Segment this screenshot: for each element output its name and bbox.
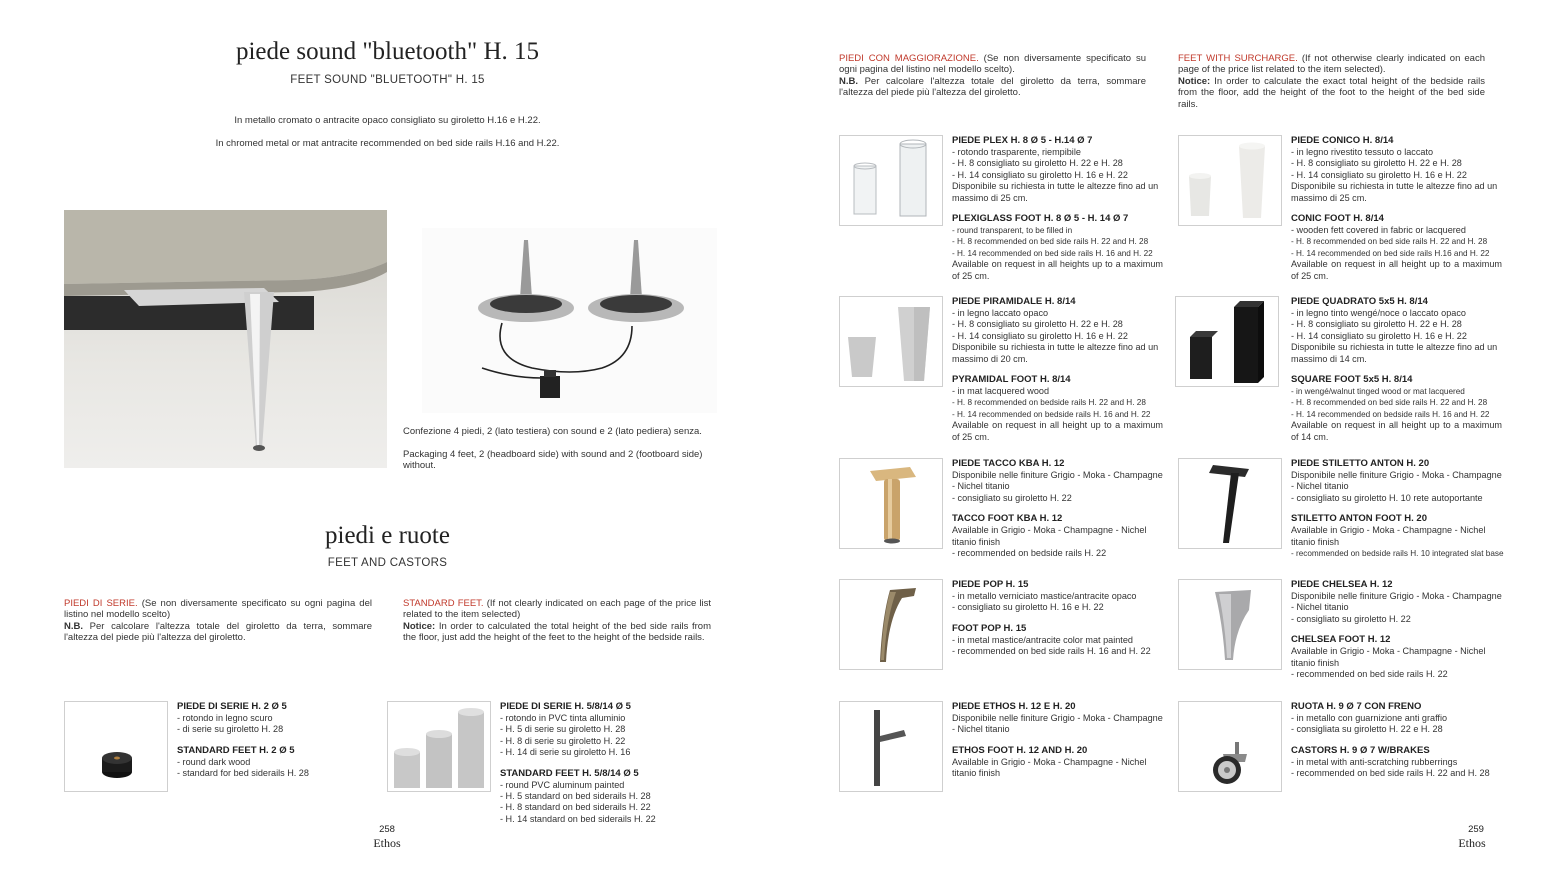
- description-it: In metallo cromato o antracite opaco consigliato su giroletto H.16 e H.22.: [234, 115, 541, 126]
- ethos-foot-image: [839, 701, 943, 792]
- product-line: - recommended on bed side rails H. 16 and H. 22: [952, 646, 1151, 657]
- product-title-it: PIEDE POP H. 15: [952, 579, 1029, 590]
- product-line: Disponibile su richiesta in tutte le altezze fino ad un massimo di 14 cm.: [1291, 342, 1498, 364]
- product-title-it: RUOTA H. 9 Ø 7 CON FRENO: [1291, 701, 1422, 712]
- product-line: - H. 8 consigliato su giroletto H. 22 e H. 28: [1291, 319, 1462, 330]
- product-line: Available on request in all height up to a maximum of 25 cm.: [952, 420, 1163, 442]
- brand-right: Ethos: [1458, 836, 1486, 850]
- product-line: - H. 8 consigliato su giroletto H. 22 e H. 28: [1291, 158, 1462, 169]
- note-text: In order to calculate the exact total height of the bedside rails from the floor, add the height of the foot to the height of the bed side rails.: [1178, 75, 1485, 110]
- product-title-it: PIEDE TACCO KBA H. 12: [952, 458, 1065, 469]
- product-item: [1291, 296, 1502, 443]
- product-line: - rotondo in legno scuro: [177, 713, 273, 723]
- product-title-en: CONIC FOOT H. 8/14: [1291, 213, 1384, 225]
- product-item: [1291, 135, 1502, 282]
- product-line: - H. 14 di serie su giroletto H. 16: [500, 747, 631, 758]
- product-line: Disponibile nelle finiture Grigio - Moka - Champagne - Nichel titanio: [952, 713, 1163, 735]
- packaging-en: Packaging 4 feet, 2 (headboard side) with sound and 2 (footboard side) without.: [403, 449, 703, 472]
- product-line: - in legno tinto wengé/noce o laccato opaco: [1291, 308, 1466, 318]
- product-line: - recommended on bedside rails H. 22: [952, 548, 1107, 559]
- nb-label: Notice:: [403, 620, 436, 632]
- product-line: - standard for bed siderails H. 28: [177, 768, 309, 779]
- product-item: [952, 458, 1163, 559]
- product-line: - round PVC aluminum painted: [500, 779, 625, 790]
- product-line: Available on request in all height up to a maximum of 14 cm.: [1291, 420, 1502, 442]
- product-line: - H. 14 recommended on bedside rails H. 16 and H. 22: [1291, 409, 1490, 419]
- product-line: - H. 14 consigliato su giroletto H. 16 e H. 22: [952, 169, 1128, 180]
- product-line: - H. 5 di serie su giroletto H. 28: [500, 724, 626, 735]
- product-line: - recommended on bed side rails H. 22: [1291, 669, 1448, 680]
- product-line: - H. 14 consigliato su giroletto H. 16 e H. 22: [952, 330, 1128, 341]
- product-line: - in legno laccato opaco: [952, 308, 1049, 318]
- product-title-it: PIEDE CHELSEA H. 12: [1291, 579, 1393, 590]
- product-line: - consigliato su giroletto H. 22: [952, 492, 1072, 503]
- note-text: (Se non diversamente specificato su ogni pagina del listino nel modello scelto): [64, 598, 372, 621]
- product-title-en: CHELSEA FOOT H. 12: [1291, 634, 1391, 646]
- page-number-right: 259: [1468, 824, 1484, 835]
- product-item: [952, 135, 1163, 282]
- standard-feet-note-it: [64, 598, 372, 644]
- product-line: Disponibile su richiesta in tutte le altezze fino ad un massimo di 25 cm.: [952, 181, 1159, 203]
- product-title-it: PIEDE ETHOS H. 12 E H. 20: [952, 701, 1076, 712]
- plex-foot-image: [839, 135, 943, 226]
- product-title-en: FOOT POP H. 15: [952, 622, 1027, 634]
- product-line: - rotondo trasparente, riempibile: [952, 147, 1081, 157]
- product-line: - H. 8 recommended on bed side rails H. 22 and H. 28: [1291, 398, 1488, 408]
- product-line: Disponibile nelle finiture Grigio - Moka - Champagne - Nichel titanio: [1291, 470, 1502, 492]
- product-line: - H. 5 standard on bed siderails H. 28: [500, 791, 651, 802]
- product-line: - in metal with anti-scratching rubberrings: [1291, 756, 1458, 767]
- product-item: [1291, 458, 1506, 559]
- note-text: (If not otherwise clearly indicated on each page of the price list related to the item selected).: [1178, 53, 1485, 76]
- note-text: Per calcolare l'altezza totale del giroletto da terra, sommare l'altezza del piede più l'altezza del giroletto.: [839, 75, 1146, 99]
- product-line: - rotondo in PVC tinta alluminio: [500, 713, 626, 723]
- product-line: - H. 8 standard on bed siderails H. 22: [500, 802, 651, 813]
- product-item: [952, 579, 1163, 658]
- product-title-en: CASTORS H. 9 Ø 7 W/BRAKES: [1291, 744, 1430, 756]
- note-text: In order to calculated the total height of the bed side rails from the floor, just add the height of the feet to the height of the bedside rails.: [403, 620, 711, 644]
- product-title-en: SQUARE FOOT 5x5 H. 8/14: [1291, 374, 1413, 386]
- dark-wood-foot-image: [64, 701, 168, 792]
- product-title-en: STANDARD FEET H. 2 Ø 5: [177, 744, 295, 756]
- product-line: Disponibile nelle finiture Grigio - Moka - Champagne - Nichel titanio: [1291, 591, 1502, 613]
- product-line: - H. 8 recommended on bed side rails H. 22 and H. 28: [952, 237, 1149, 247]
- product-title-it: PIEDE CONICO H. 8/14: [1291, 135, 1394, 146]
- left-page-title: piede sound "bluetooth" H. 15: [235, 38, 539, 65]
- pyramidal-foot-image: [839, 296, 943, 387]
- product-line: - consigliato su giroletto H. 10 rete autoportante: [1291, 492, 1483, 503]
- product-title-en: TACCO FOOT KBA H. 12: [952, 513, 1063, 525]
- note-label: PIEDI DI SERIE.: [64, 598, 138, 609]
- product-line: - in metallo con guarnizione anti graffio: [1291, 713, 1448, 723]
- product-title-it: PIEDE STILETTO ANTON H. 20: [1291, 458, 1430, 469]
- product-title-it: PIEDE DI SERIE H. 2 Ø 5: [177, 701, 287, 712]
- product-line: Available in Grigio - Moka - Champagne - Nichel titanio finish: [952, 525, 1147, 547]
- product-item: [952, 701, 1163, 780]
- product-line: Available on request in all heights up to a maximum of 25 cm.: [952, 259, 1163, 281]
- product-line: - H. 8 di serie su giroletto H. 22: [500, 735, 626, 746]
- chelsea-foot-image: [1178, 579, 1282, 670]
- product-line: Disponibile su richiesta in tutte le altezze fino ad un massimo di 20 cm.: [952, 342, 1159, 364]
- product-line: Disponibile su richiesta in tutte le altezze fino ad un massimo di 25 cm.: [1291, 181, 1498, 203]
- product-line: - in metallo verniciato mastice/antracite opaco: [952, 591, 1137, 601]
- product-line: - round dark wood: [177, 756, 251, 767]
- nb-label: N.B.: [839, 75, 858, 87]
- product-line: - recommended on bed side rails H. 22 and H. 28: [1291, 768, 1490, 779]
- product-line: - consigliato su giroletto H. 16 e H. 22: [952, 602, 1104, 613]
- tacco-foot-image: [839, 458, 943, 549]
- section-title: piedi e ruote: [325, 522, 450, 549]
- product-line: - consigliata su giroletto H. 22 e H. 28: [1291, 724, 1443, 735]
- product-line: - H. 8 consigliato su giroletto H. 22 e H. 28: [952, 158, 1123, 169]
- product-line: - H. 14 standard on bed siderails H. 22: [500, 813, 656, 824]
- product-item: [177, 701, 377, 780]
- product-line: - in wengé/walnut tinged wood or mat lacquered: [1291, 387, 1465, 397]
- note-text: Per calcolare l'altezza totale del giroletto da terra, sommare l'altezza del piede più l'altezza del giroletto.: [64, 620, 372, 644]
- product-item: [952, 296, 1163, 443]
- product-line: - H. 14 recommended on bed side rails H. 16 and H. 22: [952, 248, 1153, 258]
- note-label: STANDARD FEET.: [403, 598, 484, 609]
- product-title-it: PIEDE DI SERIE H. 5/8/14 Ø 5: [500, 701, 631, 712]
- product-line: - H. 14 consigliato su giroletto H. 16 e H. 22: [1291, 169, 1467, 180]
- product-item: [1291, 701, 1502, 780]
- product-line: - recommended on bedside rails H. 10 integrated slat base: [1291, 549, 1504, 559]
- product-line: Available on request in all height up to a maximum of 25 cm.: [1291, 259, 1502, 281]
- packaging-it: Confezione 4 piedi, 2 (lato testiera) con sound e 2 (lato pediera) senza.: [403, 426, 702, 437]
- product-line: - in metal mastice/antracite color mat painted: [952, 634, 1133, 645]
- product-line: - H. 14 recommended on bedside rails H. 16 and H. 22: [952, 409, 1151, 419]
- product-title-en: ETHOS FOOT H. 12 AND H. 20: [952, 744, 1088, 756]
- note-label: PIEDI CON MAGGIORAZIONE.: [839, 53, 979, 64]
- product-title-en: PLEXIGLASS FOOT H. 8 Ø 5 - H. 14 Ø 7: [952, 213, 1129, 225]
- product-line: Available in Grigio - Moka - Champagne - Nichel titanio finish: [1291, 646, 1486, 668]
- nb-label: N.B.: [64, 620, 83, 632]
- surcharge-note-en: [1178, 53, 1485, 110]
- bed-foot-photo: [64, 210, 387, 468]
- pvc-feet-image: [387, 701, 491, 792]
- product-line: - di serie su giroletto H. 28: [177, 724, 284, 735]
- product-line: - H. 14 recommended on bed side rails H.16 and H. 22: [1291, 248, 1490, 258]
- standard-feet-note-en: [403, 598, 711, 644]
- product-line: - H. 8 recommended on bed side rails H. 22 and H. 28: [1291, 237, 1488, 247]
- left-page-subtitle: FEET SOUND "BLUETOOTH" H. 15: [290, 74, 485, 86]
- bluetooth-feet-photo: [422, 228, 717, 413]
- note-text: (Se non diversamente specificato su ogni pagina del listino nel modello scelto).: [839, 53, 1147, 76]
- note-label: FEET WITH SURCHARGE.: [1178, 53, 1298, 64]
- product-line: - in legno rivestito tessuto o laccato: [1291, 147, 1434, 157]
- section-subtitle: FEET AND CASTORS: [327, 557, 448, 569]
- product-item: [500, 701, 710, 825]
- castor-image: [1178, 701, 1282, 792]
- product-line: - wooden fett covered in fabric or lacquered: [1291, 225, 1466, 236]
- square-foot-image: [1175, 296, 1279, 387]
- note-text: (If not clearly indicated on each page of the price list related to the item selected): [403, 598, 712, 621]
- product-title-it: PIEDE PIRAMIDALE H. 8/14: [952, 296, 1076, 307]
- stiletto-foot-image: [1178, 458, 1282, 549]
- conic-foot-image: [1178, 135, 1282, 226]
- product-line: Disponibile nelle finiture Grigio - Moka - Champagne - Nichel titanio: [952, 470, 1163, 492]
- product-line: - consigliato su giroletto H. 22: [1291, 613, 1411, 624]
- surcharge-note-it: [839, 53, 1146, 99]
- product-line: - in mat lacquered wood: [952, 386, 1050, 397]
- description-en: In chromed metal or mat antracite recommended on bed side rails H.16 and H.22.: [215, 138, 560, 149]
- nb-label: Notice:: [1178, 75, 1211, 87]
- product-line: - H. 8 recommended on bedside rails H. 22 and H. 28: [952, 398, 1146, 408]
- product-line: - H. 14 consigliato su giroletto H. 16 e H. 22: [1291, 330, 1467, 341]
- product-title-it: PIEDE QUADRATO 5x5 H. 8/14: [1291, 296, 1428, 307]
- product-title-en: PYRAMIDAL FOOT H. 8/14: [952, 374, 1071, 386]
- product-line: - H. 8 consigliato su giroletto H. 22 e H. 28: [952, 319, 1123, 330]
- product-title-it: PIEDE PLEX H. 8 Ø 5 - H.14 Ø 7: [952, 135, 1093, 146]
- pop-foot-image: [839, 579, 943, 670]
- product-item: [1291, 579, 1502, 680]
- brand-left: Ethos: [373, 836, 401, 850]
- product-title-en: STILETTO ANTON FOOT H. 20: [1291, 513, 1428, 525]
- page-number-left: 258: [379, 824, 395, 835]
- product-line: - round transparent, to be filled in: [952, 226, 1073, 236]
- product-line: Available in Grigio - Moka - Champagne - Nichel titanio finish: [952, 756, 1147, 779]
- product-line: Available in Grigio - Moka - Champagne - Nichel titanio finish: [1291, 525, 1486, 547]
- product-title-en: STANDARD FEET H. 5/8/14 Ø 5: [500, 767, 639, 779]
